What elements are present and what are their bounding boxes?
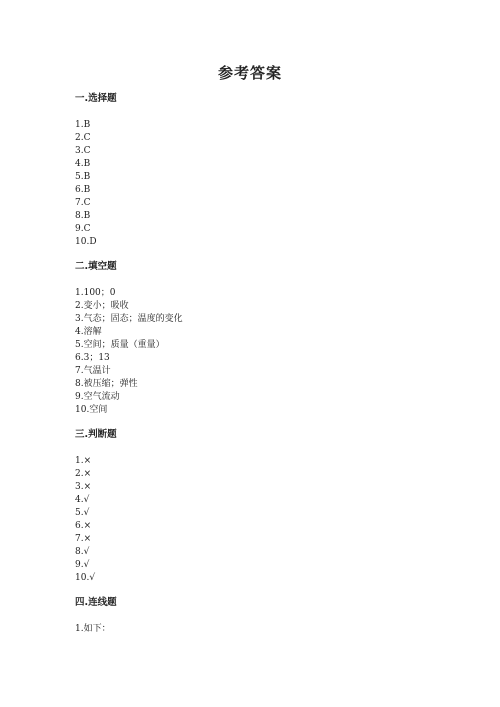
answer-line: 10.√ (75, 573, 96, 583)
answer-line: 8.被压缩；弹性 (75, 379, 138, 389)
answer-line: 4.√ (75, 495, 90, 505)
answer-line: 1.如下： (75, 624, 111, 634)
page-title: 参考答案 (217, 64, 282, 82)
answer-line: 8.√ (75, 547, 90, 557)
answer-list-fill-in (75, 287, 455, 417)
answer-list-choice (75, 119, 455, 249)
answer-list-true-false (75, 455, 455, 585)
answer-line: 2.变小；吸收 (75, 301, 129, 311)
answer-line: 4.B (75, 159, 91, 169)
answer-line: 5.B (75, 172, 91, 182)
answer-line: 6.3；13 (75, 353, 110, 363)
section-heading-matching: 四.连线题 (75, 597, 117, 608)
answer-line: 1.B (75, 120, 91, 130)
answer-list-matching (75, 623, 455, 636)
answer-line: 8.B (75, 211, 91, 221)
answer-line: 1.× (75, 456, 92, 466)
answer-line: 7.气温计 (75, 366, 111, 376)
answer-line: 2.× (75, 469, 92, 479)
section-heading-true-false: 三.判断题 (75, 429, 117, 440)
answer-line: 6.B (75, 185, 91, 195)
answer-line: 4.溶解 (75, 327, 102, 337)
section-heading-choice: 一.选择题 (75, 93, 117, 104)
answer-line: 3.× (75, 482, 92, 492)
answer-line: 7.C (75, 198, 91, 208)
answer-line: 10.D (75, 237, 97, 247)
answer-line: 3.气态；固态；温度的变化 (75, 314, 183, 324)
section-matching (75, 596, 455, 636)
answer-line: 1.100；0 (75, 288, 116, 298)
answer-line: 6.× (75, 521, 92, 531)
answer-line: 3.C (75, 146, 91, 156)
answer-line: 9.空气流动 (75, 392, 120, 402)
section-choice (75, 92, 455, 249)
answer-line: 10.空间 (75, 405, 108, 415)
section-heading-fill-in: 二.填空题 (75, 261, 117, 272)
answers-content (75, 92, 455, 647)
section-true-false (75, 428, 455, 585)
answer-line: 5.空间；质量（重量） (75, 340, 165, 350)
answer-line: 5.√ (75, 508, 90, 518)
section-fill-in (75, 260, 455, 417)
answer-line: 7.× (75, 534, 92, 544)
answer-line: 9.C (75, 224, 91, 234)
answer-line: 2.C (75, 133, 91, 143)
answer-line: 9.√ (75, 560, 90, 570)
